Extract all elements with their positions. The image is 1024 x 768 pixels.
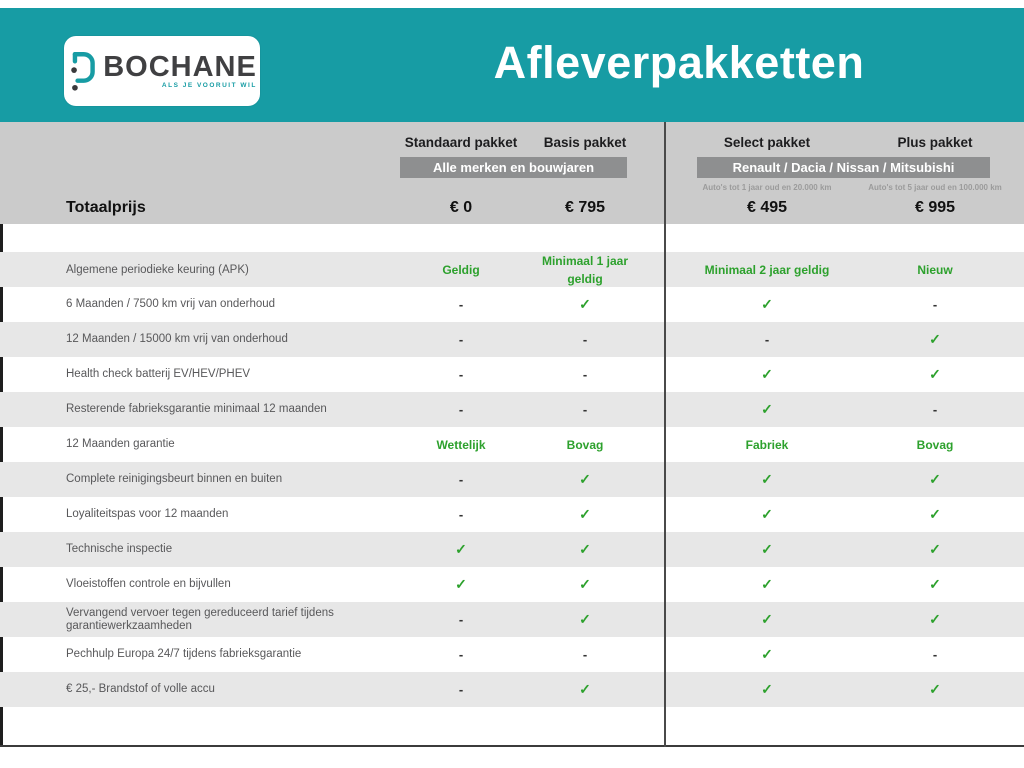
column-names-row [0,122,1024,150]
check-icon: ✓ [761,645,773,662]
header-body-gap [0,224,1024,252]
check-icon: ✓ [929,505,941,522]
bottom-whitespace [0,707,1024,745]
check-icon: ✓ [579,295,591,312]
cell-select [688,576,846,594]
check-icon: ✓ [579,505,591,522]
cell-standaard [398,681,524,699]
dash-mark: - [582,366,588,382]
check-icon: ✓ [579,680,591,697]
price-plus: € 995 [914,199,956,216]
table-row [0,392,1024,427]
cell-plus [846,401,1024,419]
table-row [0,497,1024,532]
total-price-label: Totaalprijs [66,199,146,216]
cell-select [688,401,846,419]
check-icon: ✓ [761,295,773,312]
cell-select [688,681,846,699]
check-icon: ✓ [761,575,773,592]
cell-basis [524,576,646,594]
cell-standaard [398,646,524,664]
cell-standaard [398,541,524,559]
cell-plus [846,506,1024,524]
top-margin [0,0,1024,8]
table-row [0,567,1024,602]
value-text: Bovag [916,437,954,452]
check-icon: ✓ [929,470,941,487]
logo-tagline: ALS JE VOORUIT WIL [161,82,257,89]
cell-basis [524,471,646,489]
row-label: € 25,- Brandstof of volle accu [66,683,215,695]
cell-select [688,296,846,314]
table-row [0,602,1024,637]
column-header-select: Select pakket [723,135,811,150]
select-age-note: Auto's tot 1 jaar oud en 20.000 km [702,183,832,192]
cell-plus [846,366,1024,384]
dash-mark: - [458,331,464,347]
cell-plus [846,261,1024,279]
cell-basis [524,506,646,524]
bochane-logo-icon [67,48,97,94]
dash-mark: - [458,401,464,417]
dash-mark: - [458,646,464,662]
package-group-divider [664,122,666,747]
check-icon: ✓ [761,540,773,557]
row-label: Pechhulp Europa 24/7 tijdens fabrieksgarantie [66,648,302,660]
dash-mark: - [458,366,464,382]
cell-plus [846,331,1024,349]
cell-select [688,471,846,489]
row-label: Vloeistoffen controle en bijvullen [66,578,231,590]
brand-logo [64,36,260,106]
brand-banner-all-makes: Alle merken en bouwjaren [400,157,627,178]
bottom-border-line [0,745,1024,747]
check-icon: ✓ [761,610,773,627]
column-header-basis: Basis pakket [543,135,627,150]
value-text: Geldig [442,263,480,277]
row-label: Resterende fabrieksgarantie minimaal 12 maanden [66,403,327,415]
value-text: Bovag [566,437,604,452]
dash-mark: - [764,331,770,347]
price-standaard: € 0 [449,199,473,216]
page-title: Afleverpakketten [493,36,865,88]
cell-plus [846,576,1024,594]
cell-plus [846,436,1024,454]
cell-basis [524,252,646,288]
cell-standaard [398,261,524,279]
check-icon: ✓ [929,610,941,627]
row-label: Algemene periodieke keuring (APK) [66,263,249,276]
row-label: 6 Maanden / 7500 km vrij van onderhoud [66,298,276,310]
cell-select [688,541,846,559]
cell-standaard [398,471,524,489]
cell-select [688,646,846,664]
table-row [0,322,1024,357]
cell-select [688,436,846,454]
dash-mark: - [582,401,588,417]
check-icon: ✓ [761,505,773,522]
value-text: Fabriek [745,437,789,452]
dash-mark: - [458,471,464,487]
cell-standaard [398,576,524,594]
cell-select [688,261,846,279]
check-icon: ✓ [929,680,941,697]
dash-mark: - [582,646,588,662]
cell-standaard [398,611,524,629]
check-icon: ✓ [455,575,467,592]
row-label: 12 Maanden / 15000 km vrij van onderhoud [66,333,288,345]
cell-plus [846,471,1024,489]
logo-wordmark: BOCHANE [103,51,257,83]
row-label: Technische inspectie [66,543,173,555]
check-icon: ✓ [761,400,773,417]
cell-plus [846,611,1024,629]
price-select: € 495 [746,199,788,216]
cell-select [688,331,846,349]
feature-rows [0,252,1024,707]
cell-plus [846,646,1024,664]
brand-banner-renault-group: Renault / Dacia / Nissan / Mitsubishi [697,157,990,178]
cell-select [688,366,846,384]
cell-basis [524,681,646,699]
dash-mark: - [458,506,464,522]
dash-mark: - [582,331,588,347]
table-row [0,252,1024,287]
row-label: Vervangend vervoer tegen gereduceerd tarief tijdens garantiewerkzaamheden [66,606,334,632]
cell-basis [524,646,646,664]
table-row [0,287,1024,322]
cell-basis [524,401,646,419]
check-icon: ✓ [579,540,591,557]
cell-plus [846,681,1024,699]
cell-plus [846,296,1024,314]
check-icon: ✓ [761,680,773,697]
table-row [0,462,1024,497]
cell-basis [524,541,646,559]
dash-mark: - [932,296,938,312]
cell-standaard [398,436,524,454]
table-row [0,357,1024,392]
cell-standaard [398,506,524,524]
check-icon: ✓ [579,610,591,627]
dash-mark: - [458,681,464,697]
check-icon: ✓ [579,470,591,487]
table-row [0,427,1024,462]
cell-basis [524,296,646,314]
value-text: Wettelijk [436,437,486,452]
value-text: Nieuw [917,263,953,277]
check-icon: ✓ [579,575,591,592]
table-row [0,532,1024,567]
plus-age-note: Auto's tot 5 jaar oud en 100.000 km [868,183,1002,192]
cell-basis [524,331,646,349]
cell-basis [524,366,646,384]
column-header-standaard: Standaard pakket [404,135,518,150]
row-label: Complete reinigingsbeurt binnen en buiten [66,473,283,485]
check-icon: ✓ [761,470,773,487]
dash-mark: - [932,401,938,417]
dash-mark: - [932,646,938,662]
check-icon: ✓ [929,575,941,592]
cell-basis [524,611,646,629]
cell-select [688,611,846,629]
dash-mark: - [458,296,464,312]
table-row [0,672,1024,707]
check-icon: ✓ [929,540,941,557]
cell-standaard [398,366,524,384]
cell-standaard [398,331,524,349]
table-header [0,122,1024,224]
price-basis: € 795 [564,199,606,216]
cell-plus [846,541,1024,559]
column-header-plus: Plus pakket [897,135,973,150]
value-text: Minimaal 2 jaar geldig [704,263,830,277]
check-icon: ✓ [761,365,773,382]
header-band [0,8,1024,122]
row-label: 12 Maanden garantie [66,438,175,450]
check-icon: ✓ [929,365,941,382]
cell-select [688,506,846,524]
check-icon: ✓ [455,540,467,557]
value-text: Minimaal 1 jaar geldig [541,254,629,286]
dash-mark: - [458,611,464,627]
row-label: Health check batterij EV/HEV/PHEV [66,368,251,380]
check-icon: ✓ [929,330,941,347]
cell-basis [524,436,646,454]
cell-standaard [398,296,524,314]
table-row [0,637,1024,672]
total-price-row [0,199,1024,217]
row-label: Loyaliteitspas voor 12 maanden [66,508,229,520]
cell-standaard [398,401,524,419]
